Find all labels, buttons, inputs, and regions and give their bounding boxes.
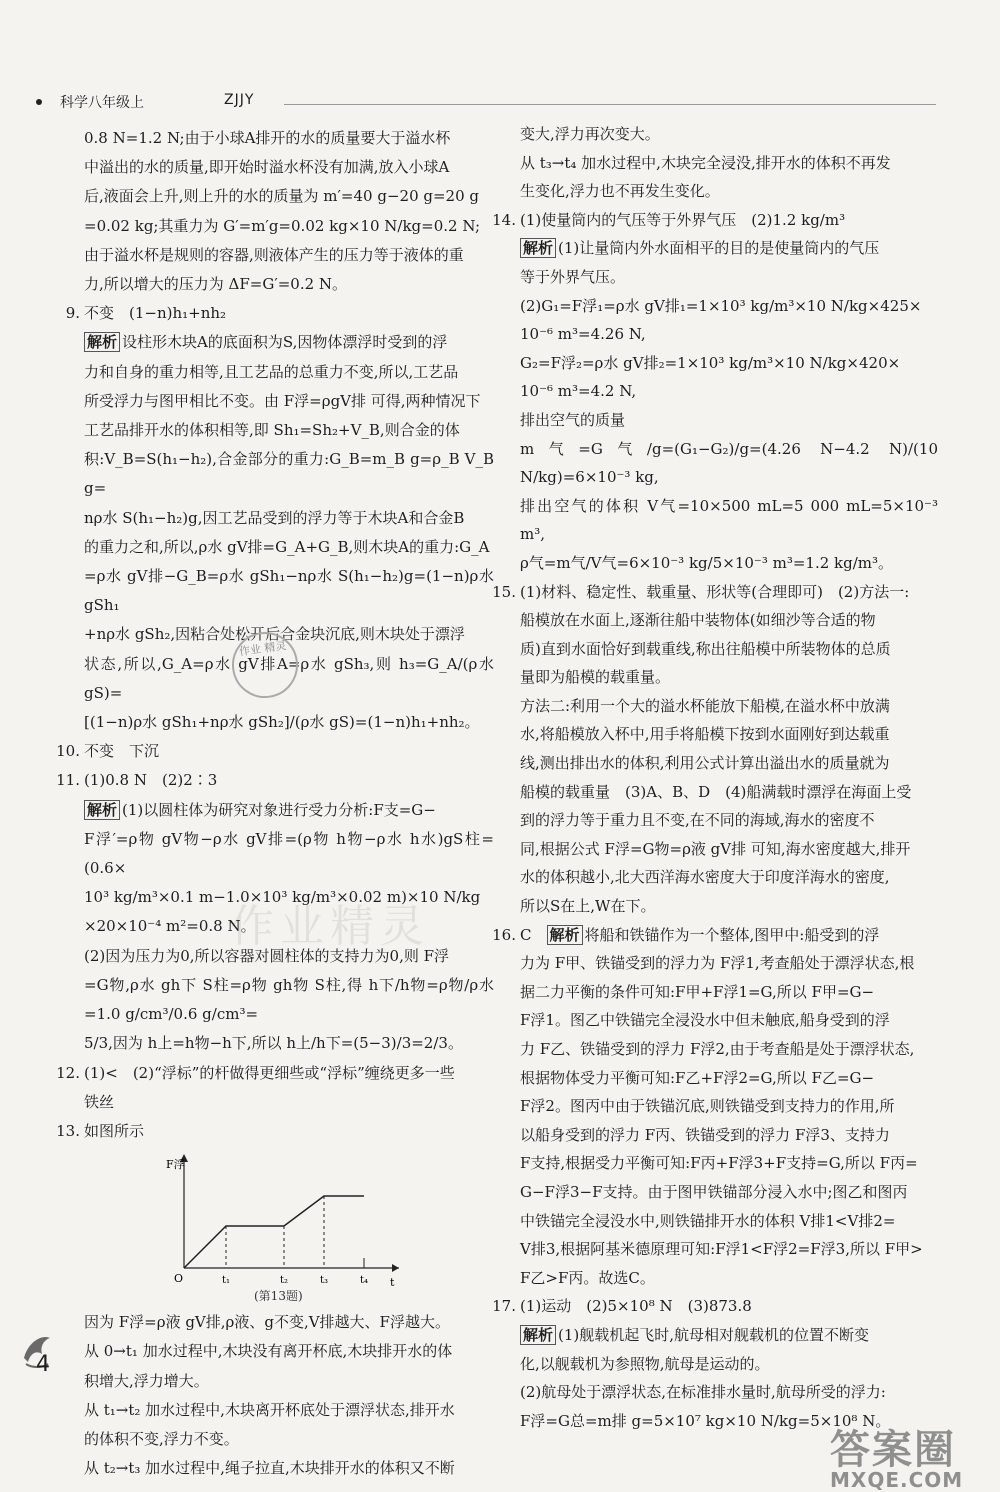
text-line: (2)航母处于漂浮状态,在标准排水量时,航母所受的浮力: (520, 1383, 886, 1402)
text-line: (2)G₁=F浮₁=ρ水 gV排₁=1×10³ kg/m³×10 N/kg×425× (520, 296, 922, 315)
book-code: ZJJY (224, 92, 255, 108)
text-line: 化,以舰载机为参照物,航母是运动的。 (520, 1354, 770, 1373)
x-axis-label: t (390, 1276, 395, 1290)
text-line: 的体积不变,浮力不变。 (84, 1429, 239, 1448)
analysis-label: 解析 (520, 238, 556, 258)
text-line: 生变化,浮力也不再发生变化。 (520, 182, 720, 201)
text-line: 船模的载重量 (3)A、B、D (4)船满载时漂浮在海面上受 (520, 782, 912, 801)
text-line: 因为 F浮=ρ液 gV排,ρ液、g不变,V排越大、F浮越大。 (84, 1313, 450, 1332)
text-line: F支持,根据受力平衡可知:F丙+F浮3+F支持=G,所以 F丙= (520, 1154, 918, 1173)
text-line: 同,根据公式 F浮=G物=ρ液 gV排 可知,海水密度越大,排开 (520, 839, 911, 858)
text-line: 船模放在水面上,逐渐往船中装物体(如细沙等合适的物 (520, 611, 876, 630)
text-line: +nρ水 gSh₂,因粘合处松开后合金块沉底,则木块处于漂浮 (84, 625, 465, 644)
corner-brand-text: 答案圈 (830, 1427, 956, 1473)
right-column (492, 120, 938, 1435)
answer: (1)0.8 N (2)2∶3 (84, 771, 218, 790)
text-line: F浮1。图乙中铁锚完全浸没水中但未触底,船身受到的浮 (520, 1011, 890, 1030)
question-number: 13. (56, 1121, 80, 1140)
text-line: 状态,所以,G_A=ρ水 gV排A=ρ水 gSh₃,则 h₃=G_A/(ρ水 gS)= (84, 654, 494, 702)
text-line: 水,将船模放入杯中,用手将船模下按到水面刚好到达载重 (520, 725, 890, 744)
header-rule (284, 104, 936, 105)
text-line: V排3,根据阿基米德原理可知:F浮1<F浮2=F浮3,所以 F甲> (520, 1240, 923, 1259)
text-line: 力和自身的重力相等,且工艺品的总重力不变,所以,工艺品 (84, 362, 459, 381)
analysis-label: 解析 (520, 1325, 556, 1345)
text-line: nρ水 S(h₁−h₂)g,因工艺品受到的浮力等于木块A和合金B (84, 508, 465, 527)
text-line: 线,测出排出水的体积,利用公式计算出溢出水的质量就为 (520, 754, 890, 773)
text-line: F浮=G总=m排 g=5×10⁷ kg×10 N/kg=5×10⁸ N。 (520, 1411, 891, 1430)
text-line: (1)让量筒内外水面相平的目的是使量筒内的气压 (558, 239, 880, 258)
text-line: 从 t₃→t₄ 加水过程中,木块完全浸没,排开水的体积不再发 (520, 153, 891, 172)
tick-label: t₂ (280, 1275, 289, 1287)
question-number: 14. (492, 210, 516, 229)
text-line: 铁丝 (84, 1092, 115, 1111)
text-line: 0.8 N=1.2 N;由于小球A排开的水的质量要大于溢水杯 (84, 129, 451, 147)
text-line: 所以S在上,W在下。 (520, 897, 656, 916)
text-line: 从 t₂→t₃ 加水过程中,绳子拉直,木块排开水的体积又不断 (84, 1459, 455, 1478)
question-13 (56, 1117, 494, 1483)
text-line: 从 0→t₁ 加水过程中,木块没有离开杯底,木块排开水的体 (84, 1342, 453, 1361)
text-line: 方法二:利用一个大的溢水杯能放下船模,在溢水杯中放满 (520, 696, 890, 715)
left-column (56, 124, 494, 1483)
text-line: 力为 F甲、铁锚受到的浮力为 F浮1,考查船处于漂浮状态,根 (520, 954, 915, 973)
text-line: 中溢出的水的质量,即开始时溢水杯没有加满,放入小球A (84, 158, 450, 177)
text-line: ×20×10⁻⁴ m²=0.8 N。 (84, 917, 256, 936)
bullet-icon (36, 99, 42, 105)
text-line: 的重力之和,所以,ρ水 gV排=G_A+G_B,则木块A的重力:G_A (84, 537, 490, 556)
text-line: 积增大,浮力增大。 (84, 1371, 209, 1390)
text-line: 中铁锚完全浸没水中,则铁锚排开水的体积 V排1<V排2= (520, 1211, 896, 1230)
text-line: 工艺品排开水的体积相等,即 Sh₁=Sh₂+V_B,则合金的体 (84, 421, 460, 440)
text-line: G−F浮3−F支持。由于图甲铁锚部分浸入水中;图乙和图丙 (520, 1182, 908, 1201)
book-title: 科学八年级上 (60, 95, 144, 111)
text-line: F乙>F丙。故选C。 (520, 1268, 655, 1287)
answer: (1)运动 (2)5×10⁸ N (3)873.8 (520, 1297, 752, 1316)
question-number: 9. (65, 304, 80, 323)
text-line: 到的浮力等于重力且不变,在不同的海域,海水的密度不 (520, 811, 875, 830)
text-line: 以船身受到的浮力 F丙、铁锚受到的浮力 F浮3、支持力 (520, 1125, 890, 1144)
text-line: 将船和铁锚作为一个整体,图甲中:船受到的浮 (584, 925, 880, 944)
question-14 (492, 206, 938, 578)
buoyancy-graph (84, 1148, 516, 1308)
q13-continuation (498, 120, 938, 206)
answer: (1)使量筒内的气压等于外界气压 (2)1.2 kg/m³ (520, 210, 846, 229)
text-line: ρ气=m气/V气=6×10⁻³ kg/5×10⁻³ m³=1.2 kg/m³。 (520, 553, 894, 572)
tick-label: t₄ (360, 1275, 369, 1287)
text-line: 由于溢水杯是规则的容器,则液体产生的压力等于液体的重 (84, 245, 464, 264)
text-line: (1)< (2)“浮标”的杆做得更细些或“浮标”缠绕更多一些 (84, 1063, 455, 1082)
text-line: F浮′=ρ物 gV物−ρ水 gV排=(ρ物 h物−ρ水 h水)gS柱=(0.6× (84, 829, 494, 878)
force-curve (184, 1196, 364, 1268)
text-line: m气=G气/g=(G₁−G₂)/g=(4.26 N−4.2 N)/(10 N/kg)=6×10⁻³ kg, (520, 439, 938, 487)
answer: 如图所示 (84, 1121, 145, 1140)
answer: 不变 (1−n)h₁+nh₂ (84, 304, 227, 323)
text-line: 力,所以增大的压力为 ΔF=G′=0.2 N。 (84, 275, 348, 294)
text-line: 根据物体受力平衡可知:F乙+F浮2=G,所以 F乙=G− (520, 1068, 875, 1087)
text-line: F浮2。图丙中由于铁锚沉底,则铁锚受到支持力的作用,所 (520, 1097, 895, 1116)
question-number: 10. (56, 742, 80, 761)
tick-label: t₃ (320, 1275, 329, 1287)
analysis-label: 解析 (547, 925, 583, 945)
question-17 (492, 1292, 938, 1435)
figure-caption: (第13题) (254, 1289, 303, 1304)
y-axis-label: F浮 (166, 1158, 185, 1172)
analysis-label: 解析 (84, 332, 120, 352)
question-10 (56, 737, 494, 766)
answer: 不变 下沉 (84, 742, 160, 761)
text-line: 10⁻⁶ m³=4.26 N, (520, 325, 646, 344)
text-line: 量即为船模的载重量。 (520, 668, 671, 687)
text-line: 10⁻⁶ m³=4.2 N, (520, 382, 637, 401)
text-line: 力 F乙、铁锚受到的浮力 F浮2,由于考查船是处于漂浮状态, (520, 1040, 915, 1058)
stamp-text: 作业 精灵 (238, 638, 288, 659)
text-line: 排出空气的质量 (520, 410, 626, 429)
question-12 (56, 1059, 494, 1117)
analysis-label: 解析 (84, 800, 120, 820)
text-line: 设柱形木块A的底面积为S,因物体漂浮时受到的浮 (122, 333, 448, 352)
graph-svg (166, 1148, 404, 1290)
text-line: 据二力平衡的条件可知:F甲+F浮1=G,所以 F甲=G− (520, 982, 875, 1001)
text-line: 后,液面会上升,则上升的水的质量为 m′=40 g−20 g=20 g (84, 187, 480, 206)
tick-label: t₁ (222, 1275, 231, 1287)
text-line: =0.02 kg;其重力为 G′=m′g=0.02 kg×10 N/kg=0.2 N; (84, 216, 480, 235)
question-number: 11. (56, 771, 80, 790)
q8-continuation (62, 124, 494, 299)
watermark: 作业精灵 (230, 901, 430, 952)
text-line: 质)直到水面恰好到载重线,称出往船模中所装物体的总质 (520, 639, 891, 658)
text-line: (2)因为压力为0,所以容器对圆柱体的支持力为0,则 F浮 (84, 946, 450, 965)
question-16 (492, 921, 938, 1293)
text-line: 所受浮力与图甲相比不变。由 F浮=ρgV排 可得,两种情况下 (84, 391, 481, 410)
text-line: =G物,ρ水 gh下 S柱=ρ物 gh物 S柱,得 h下/h物=ρ物/ρ水=1.0 g/cm³/0.6 g/cm³= (84, 975, 494, 1024)
text-line: 从 t₁→t₂ 加水过程中,木块离开杯底处于漂浮状态,排开水 (84, 1400, 455, 1419)
text-line: (1)材料、稳定性、载重量、形状等(合理即可) (2)方法一: (520, 582, 910, 601)
question-15 (492, 578, 938, 921)
text-line: 积:V_B=S(h₁−h₂),合金部分的重力:G_B=m_B g=ρ_B V_B g= (84, 450, 494, 498)
question-number: 16. (492, 925, 516, 944)
text-line: 5/3,因为 h上=h物−h下,所以 h上/h下=(5−3)/3=2/3。 (84, 1034, 463, 1053)
answer: C (520, 925, 532, 944)
page-header (36, 92, 936, 116)
x-arrow-icon (392, 1264, 399, 1272)
question-number: 12. (56, 1063, 80, 1082)
text-line: 等于外界气压。 (520, 267, 626, 286)
corner-watermark (830, 1418, 964, 1492)
page-number: 4 (36, 1352, 50, 1377)
text-line: (1)以圆柱体为研究对象进行受力分析:F支=G− (122, 800, 436, 819)
text-line: 10³ kg/m³×0.1 m−1.0×10³ kg/m³×0.02 m)×10 N/kg (84, 888, 481, 907)
origin-label: O (174, 1272, 184, 1286)
text-line: [(1−n)ρ水 gSh₁+nρ水 gSh₂]/(ρ水 gS)=(1−n)h₁+nh₂。 (84, 713, 480, 732)
text-line: G₂=F浮₂=ρ水 gV排₂=1×10³ kg/m³×10 N/kg×420× (520, 353, 901, 372)
text-line: 排出空气的体积 V气=10×500 mL=5 000 mL=5×10⁻³ m³, (520, 496, 938, 544)
text-line: 水的体积越小,北大西洋海水密度大于印度洋海水的密度, (520, 868, 890, 887)
question-number: 15. (492, 582, 516, 601)
text-line: (1)舰载机起飞时,航母相对舰载机的位置不断变 (558, 1325, 870, 1344)
question-number: 17. (492, 1297, 516, 1316)
text-line: =ρ水 gV排−G_B=ρ水 gSh₁−nρ水 S(h₁−h₂)g=(1−n)ρ水 gSh₁ (84, 567, 494, 615)
corner-brand-url: MXQE.COM (830, 1468, 964, 1492)
text-line: 变大,浮力再次变大。 (520, 125, 660, 143)
